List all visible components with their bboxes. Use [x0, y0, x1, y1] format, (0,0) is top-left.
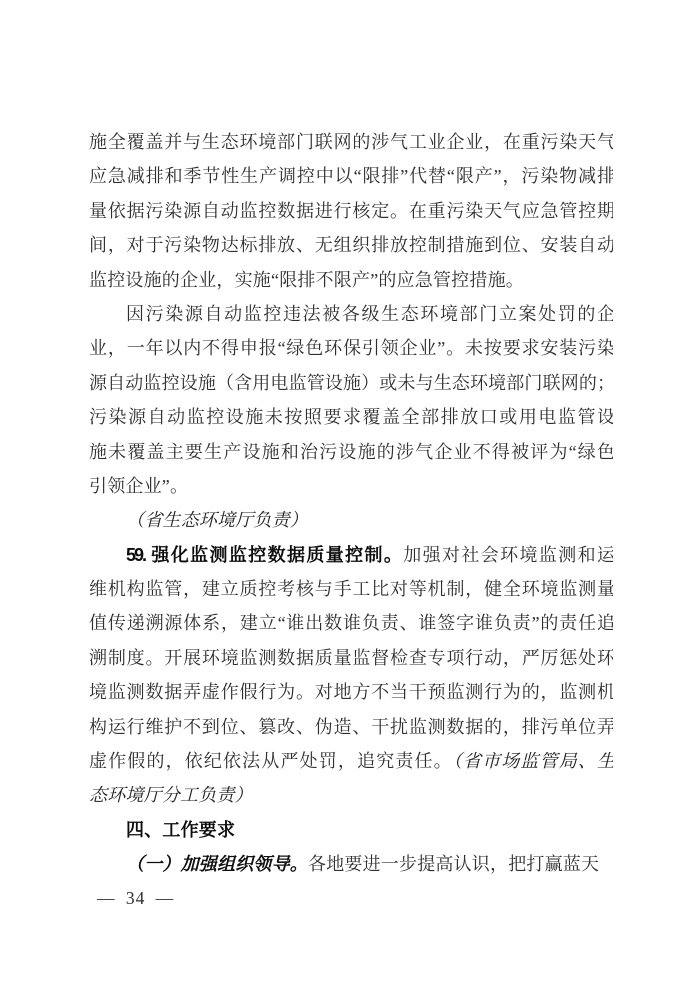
text-line: 值传递溯源体系，建立“谁出数谁负责、谁签字谁负责”的责任追: [89, 613, 613, 634]
responsibility-note: [89, 778, 613, 812]
page-number: — 34 —: [97, 888, 175, 908]
text-line: 污染源自动监控设施未按照要求覆盖全部排放口或用电监管设: [89, 407, 613, 428]
text-line: 施全覆盖并与生态环境部门联网的涉气工业企业，在重污染天气: [89, 132, 613, 152]
text-line: 间，对于污染物达标排放、无组织排放控制措施到位、安装自动: [89, 235, 613, 256]
text-line: 引领企业”。: [89, 475, 189, 496]
section-heading: [89, 813, 613, 847]
item-59-number-title: 59. 强化监测监控数据质量控制。: [126, 544, 404, 565]
responsibility-note-text: （省生态环境厅负责）: [126, 510, 308, 531]
section-heading-text: 四、工作要求: [126, 819, 236, 840]
document-body: [89, 125, 613, 882]
item-59-text-start: 加强对社会环境监测和运: [403, 544, 613, 565]
text-line: 应急减排和季节性生产调控中以“限排”代替“限产”，污染物减排: [89, 166, 613, 187]
responsibility-note-text: 态环境厅分工负责）: [89, 785, 253, 806]
text-line: 监控设施的企业，实施“限排不限产”的应急管控措施。: [89, 269, 524, 290]
text-line: [89, 744, 613, 778]
text-line: 维机构监管，建立质控考核与手工比对等机制，健全环境监测量: [89, 579, 613, 600]
text-line: 施未覆盖主要生产设施和治污设施的涉气企业不得被评为“绿色: [89, 441, 613, 462]
responsibility-note: [89, 503, 613, 537]
subsection-text: 各地要进一步提高认识，把打赢蓝天: [308, 854, 600, 875]
text-line: 境监测数据弄虚作假行为。对地方不当干预监测行为的，监测机: [89, 682, 613, 703]
text-line: 因污染源自动监控违法被各级生态环境部门立案处罚的企: [126, 303, 613, 324]
item-59-text-end: 虚作假的，依纪依法从严处罚，追究责任。: [89, 751, 453, 772]
text-line: 源自动监控设施（含用电监管设施）或未与生态环境部门联网的；: [89, 372, 613, 393]
responsibility-note-text: （省市场监管局、生: [452, 751, 613, 772]
text-line: 量依据污染源自动监控数据进行核定。在重污染天气应急管控期: [89, 200, 613, 221]
item-59-heading-line: [89, 538, 613, 572]
subsection-lead-title: （一）加强组织领导。: [126, 854, 308, 875]
text-line: 业，一年以内不得申报“绿色环保引领企业”。未按要求安装污染: [89, 338, 613, 359]
text-line: [89, 847, 613, 881]
text-line: 溯制度。开展环境监测数据质量监督检查专项行动，严厉惩处环: [89, 647, 613, 668]
text-line: 构运行维护不到位、篡改、伪造、干扰监测数据的，排污单位弄: [89, 716, 613, 737]
